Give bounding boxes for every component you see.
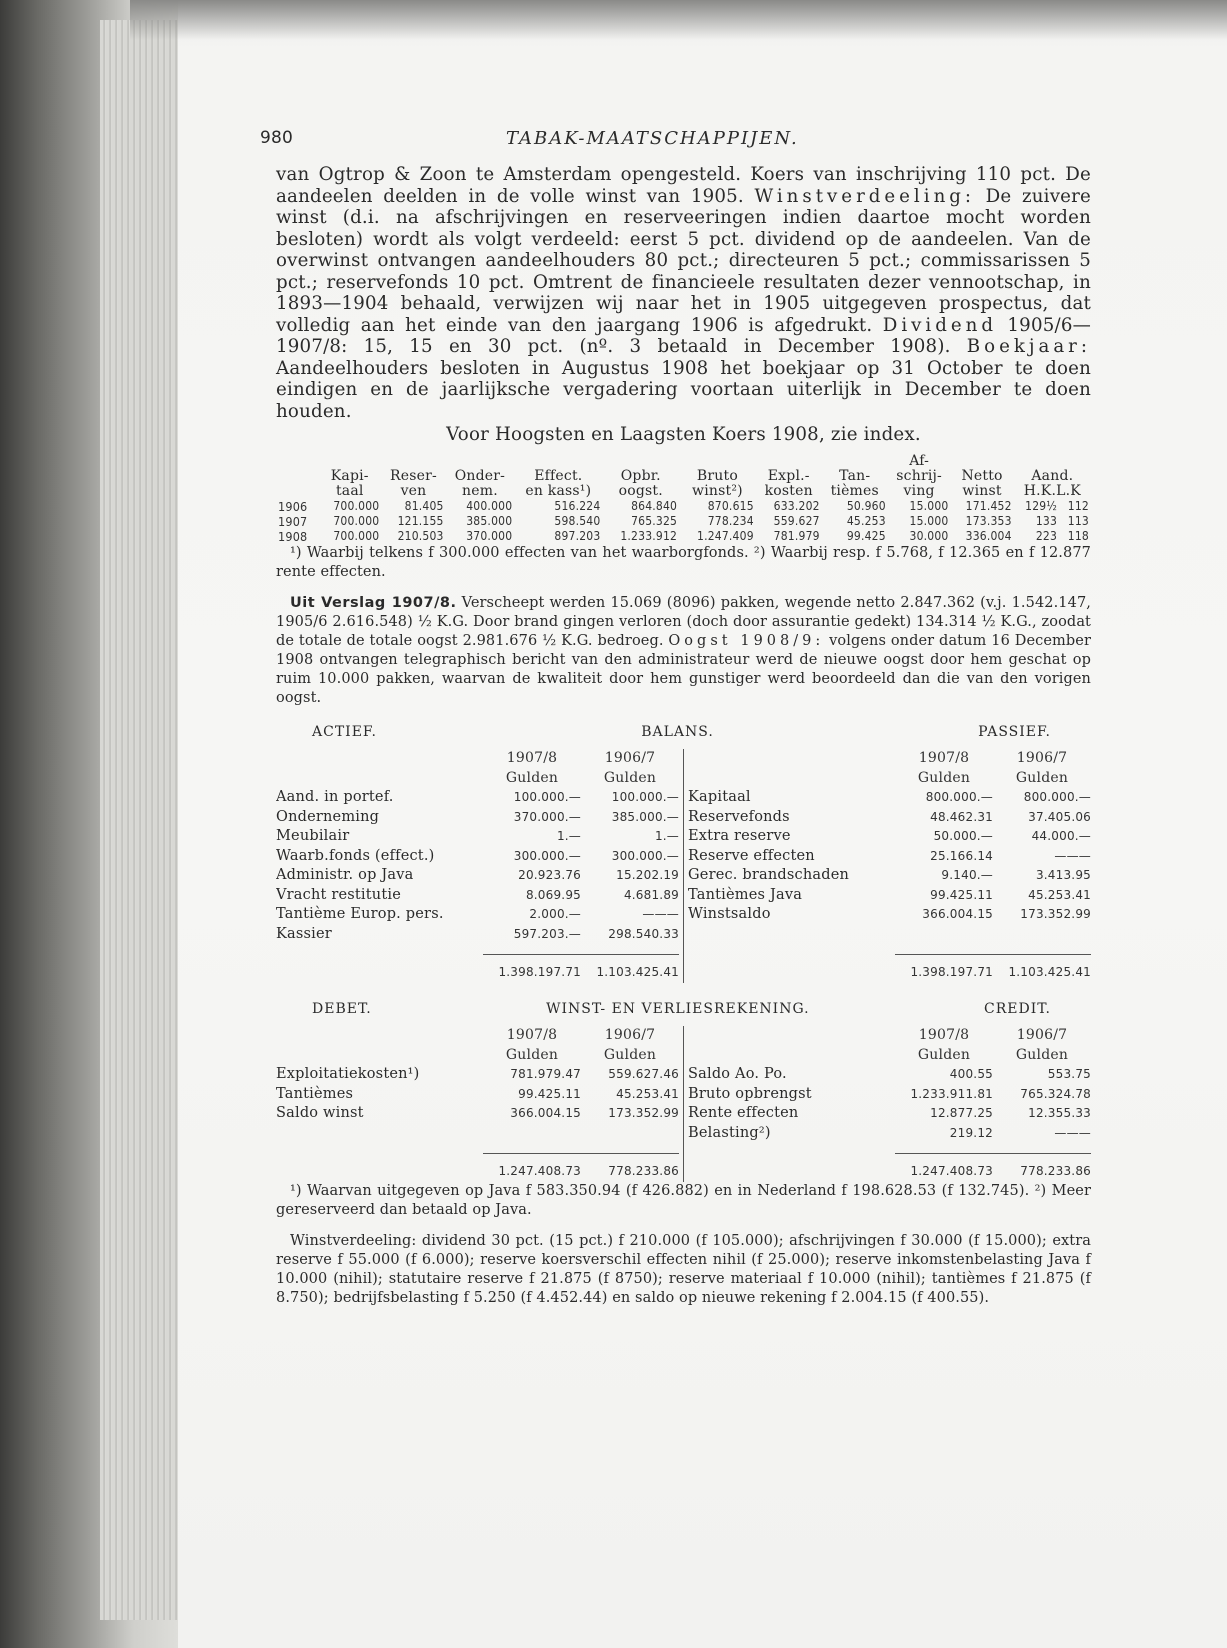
koers-note: Voor Hoogsten en Laagsten Koers 1908, zie index. bbox=[446, 424, 921, 445]
value: 300.000.— bbox=[611, 848, 679, 863]
value: 219.12 bbox=[949, 1125, 993, 1140]
cell: 15.000 bbox=[909, 513, 949, 528]
value: 99.425.11 bbox=[518, 1086, 581, 1101]
row-label: Administr. op Java bbox=[276, 867, 414, 883]
header-af: Af- bbox=[909, 452, 930, 469]
row-label: Kassier bbox=[276, 925, 332, 942]
value: 12.355.33 bbox=[1028, 1106, 1091, 1120]
ledger-row bbox=[688, 808, 1091, 828]
value: 400.55 bbox=[949, 1067, 993, 1081]
header-cell: Tan- bbox=[839, 467, 871, 484]
ledger-row bbox=[688, 788, 1091, 808]
row-label: Tantième Europ. pers. bbox=[276, 906, 444, 922]
row-label: Saldo Ao. Po. bbox=[688, 1066, 787, 1082]
col-unit: Gulden bbox=[505, 1046, 559, 1063]
header-cell: ven bbox=[400, 482, 427, 499]
col-year-row bbox=[276, 749, 679, 769]
col-unit: Gulden bbox=[1015, 1046, 1069, 1063]
header-cell: Kapi- bbox=[330, 467, 369, 484]
header-cell: schrij- bbox=[896, 467, 942, 484]
value: 800.000.— bbox=[1023, 790, 1091, 804]
total-rule bbox=[483, 1153, 679, 1154]
value: 100.000.— bbox=[513, 790, 581, 804]
value: 48.462.31 bbox=[930, 809, 993, 824]
page-number: 980 bbox=[260, 128, 294, 148]
credit-side bbox=[688, 1026, 1091, 1182]
cell: 897.203 bbox=[554, 528, 601, 543]
value: 366.004.15 bbox=[510, 1106, 581, 1120]
oogst-label: Oogst 1908/9: bbox=[668, 632, 825, 649]
value: 173.352.99 bbox=[608, 1106, 679, 1120]
winstverdeeling-paragraph: Winstverdeeling: dividend 30 pct. (15 pct.) f 210.000 (f 105.000); afschrijvingen f 30.000 (f 15.000); extra reserve f 55.000 (f 6.000); reserve koersverschil effecten nihil (f 25.000); reserve inkomstenbelasting Java f 10.000 (nihil); statutaire reserve f 21.875 (f 8750); reserve materiaal f 10.000 (nihil); tantièmes f 21.875 (f 8.750); bedrijfsbelasting f 5.250 (f 4.452.44) en saldo op nieuwe rekening f 2.004.15 (f 400.55). bbox=[276, 1232, 1091, 1306]
value: 3.413.95 bbox=[1035, 868, 1091, 882]
row-label: Vracht restitutie bbox=[276, 886, 401, 903]
dividend-text: 1905/6—1907/8: 15, 15 en 30 pct. (nº. 3 betaald in December 1908). bbox=[276, 314, 1091, 357]
cell: 700.000 bbox=[333, 513, 380, 528]
ledger-row bbox=[688, 1124, 1091, 1144]
table-row bbox=[276, 514, 1091, 529]
total-value: 1.103.425.41 bbox=[1008, 965, 1091, 979]
row-label: Onderneming bbox=[276, 808, 380, 825]
total-value: 1.398.197.71 bbox=[910, 965, 993, 979]
ledger-row bbox=[276, 886, 679, 906]
value: 559.627.46 bbox=[608, 1067, 679, 1081]
debet-side bbox=[276, 1026, 679, 1182]
row-label: Waarb.fonds (effect.) bbox=[276, 847, 435, 864]
cell: 15.000 bbox=[909, 498, 949, 513]
total-value: 778.233.86 bbox=[1020, 1164, 1091, 1178]
page-stack-edge bbox=[100, 20, 190, 1620]
value: 385.000.— bbox=[611, 809, 679, 824]
header-cell: oogst. bbox=[618, 482, 663, 499]
column-divider bbox=[683, 1026, 684, 1182]
value: 366.004.15 bbox=[922, 907, 993, 921]
passief-heading: PASSIEF. bbox=[978, 723, 1051, 740]
col-unit: Gulden bbox=[603, 1046, 657, 1063]
row-label: Kapitaal bbox=[688, 789, 751, 805]
col-year-row bbox=[276, 1026, 679, 1046]
value: 100.000.— bbox=[611, 790, 679, 804]
boekjaar-label: Boekjaar: bbox=[966, 336, 1091, 357]
col-year-row bbox=[688, 749, 1091, 769]
header-cell: Onder- bbox=[454, 467, 506, 484]
total-row bbox=[276, 963, 679, 983]
header-cell: tièmes bbox=[830, 482, 879, 499]
value: 298.540.33 bbox=[608, 926, 679, 941]
verslag-text: Verscheept werden 15.069 (8096) pakken, wegende netto 2.847.362 (v.j. 1.542.147, 1905/6 2.616.548) ½ K.G. Door brand gingen verloren (doch door assurantie gedekt) 134.314 ½ K.G., zoodat de totale de totale oogst 2.981.676 ½ K.G. bedroeg. bbox=[276, 594, 1091, 649]
value: 1.— bbox=[556, 829, 581, 843]
cell: 171.452 bbox=[965, 498, 1012, 513]
year-cell: 1907 bbox=[278, 513, 308, 529]
cell: 781.979 bbox=[773, 528, 820, 543]
value: ——— bbox=[642, 907, 679, 921]
cell: 336.004 bbox=[965, 528, 1012, 543]
cell: 113 bbox=[1067, 513, 1089, 528]
cell: 223 bbox=[1035, 528, 1058, 543]
winst-verlies-heads bbox=[276, 999, 1091, 1021]
verslag-lead: Uit Verslag 1907/8. bbox=[290, 594, 457, 611]
ledger-row bbox=[276, 866, 679, 886]
cell: 81.405 bbox=[404, 498, 444, 513]
cell: 99.425 bbox=[846, 528, 886, 543]
balans-heading: BALANS. bbox=[641, 723, 714, 740]
value: 4.681.89 bbox=[623, 887, 679, 902]
value: 370.000.— bbox=[513, 809, 581, 824]
cell: 870.615 bbox=[707, 498, 754, 513]
row-label: Gerec. brandschaden bbox=[688, 867, 850, 883]
ledger-row bbox=[688, 1085, 1091, 1105]
col-unit: Gulden bbox=[917, 1046, 971, 1063]
value: 45.253.41 bbox=[1028, 887, 1091, 902]
value: 1.— bbox=[654, 829, 679, 843]
header-cell: Aand. bbox=[1031, 467, 1074, 484]
header-cell: Netto bbox=[961, 467, 1003, 484]
col-year-row bbox=[688, 1026, 1091, 1046]
col-unit: Gulden bbox=[1015, 769, 1069, 786]
cell: 1.233.912 bbox=[620, 528, 678, 543]
cell: 45.253 bbox=[846, 513, 886, 528]
total-value: 1.247.408.73 bbox=[910, 1164, 993, 1178]
value: 2.000.— bbox=[529, 907, 581, 921]
value: 553.75 bbox=[1047, 1067, 1091, 1081]
row-label: Exploitatiekosten¹) bbox=[276, 1066, 420, 1082]
total-rule bbox=[895, 954, 1091, 955]
header-cell: en kass¹) bbox=[525, 482, 592, 499]
col-unit: Gulden bbox=[917, 769, 971, 786]
row-label: Meubilair bbox=[276, 828, 350, 844]
cell: 700.000 bbox=[333, 528, 380, 543]
value: ——— bbox=[1054, 1125, 1091, 1140]
value: 800.000.— bbox=[925, 790, 993, 804]
col-year: 1906/7 bbox=[604, 750, 656, 766]
cell: 129½ bbox=[1025, 498, 1058, 513]
table-row bbox=[276, 499, 1091, 514]
value: 44.000.— bbox=[1031, 829, 1091, 843]
col-year: 1906/7 bbox=[1016, 750, 1068, 766]
running-title: TABAK-MAATSCHAPPIJEN. bbox=[506, 128, 799, 149]
value: 300.000.— bbox=[513, 848, 581, 863]
header-cell: Reser- bbox=[390, 467, 437, 484]
winst-verlies-ledger bbox=[276, 1026, 1091, 1182]
cell: 559.627 bbox=[773, 513, 820, 528]
total-row bbox=[688, 963, 1091, 983]
cell: 598.540 bbox=[554, 513, 601, 528]
ledger-row bbox=[276, 1085, 679, 1105]
cell: 1.247.409 bbox=[697, 528, 754, 543]
row-label: Tantièmes Java bbox=[688, 886, 803, 903]
cell: 864.840 bbox=[631, 498, 678, 513]
header-cell: taal bbox=[335, 482, 364, 499]
winst-verlies-footnote: ¹) Waarvan uitgegeven op Java f 583.350.94 (f 426.882) en in Nederland f 198.628.53 (f 132.745). ²) Meer gereserveerd dan betaald op Java. bbox=[276, 1182, 1091, 1218]
page-content bbox=[260, 128, 1092, 1308]
cell: 112 bbox=[1067, 498, 1089, 513]
winst-verlies-heading: WINST- EN VERLIESREKENING. bbox=[546, 1000, 810, 1017]
row-label: Reserve effecten bbox=[688, 847, 815, 864]
cell: 50.960 bbox=[846, 498, 886, 513]
year-cell: 1908 bbox=[278, 528, 308, 544]
col-year: 1906/7 bbox=[1016, 1027, 1068, 1043]
ledger-row bbox=[276, 905, 679, 925]
total-value: 1.247.408.73 bbox=[498, 1164, 581, 1178]
actief-side bbox=[276, 749, 679, 983]
stats-header-bot bbox=[276, 484, 1091, 499]
header-cell: winst bbox=[962, 482, 1002, 499]
col-unit-row bbox=[688, 1046, 1091, 1066]
stats-header-top bbox=[276, 454, 1091, 469]
cell: 370.000 bbox=[466, 528, 513, 543]
ledger-row bbox=[276, 827, 679, 847]
balans-ledger bbox=[276, 749, 1091, 983]
intro-paragraph bbox=[276, 164, 1091, 422]
cell: 30.000 bbox=[909, 528, 949, 543]
stats-header-mid bbox=[276, 469, 1091, 484]
cell: 118 bbox=[1067, 528, 1089, 543]
column-divider bbox=[683, 749, 684, 983]
row-label: Reservefonds bbox=[688, 808, 790, 825]
ledger-row bbox=[276, 925, 679, 945]
ledger-row bbox=[688, 886, 1091, 906]
total-value: 1.398.197.71 bbox=[498, 965, 581, 979]
header-cell: winst²) bbox=[692, 482, 743, 499]
total-row bbox=[276, 1162, 679, 1182]
col-unit-row bbox=[688, 769, 1091, 789]
value: 781.979.47 bbox=[510, 1067, 581, 1081]
cell: 210.503 bbox=[397, 528, 444, 543]
ledger-row bbox=[688, 847, 1091, 867]
total-value: 778.233.86 bbox=[608, 1164, 679, 1178]
cell: 385.000 bbox=[466, 513, 513, 528]
header-cell: nem. bbox=[462, 482, 498, 499]
value: 15.202.19 bbox=[616, 868, 679, 882]
col-unit-row bbox=[276, 1046, 679, 1066]
value: 597.203.— bbox=[513, 926, 581, 941]
row-label: Aand. in portef. bbox=[276, 789, 394, 805]
col-unit: Gulden bbox=[505, 769, 559, 786]
boekjaar-text: Aandeelhouders besloten in Augustus 1908 het boekjaar op 31 October te doen eindigen en de jaarlijksche vergadering voortaan uiterlijk in December te doen houden. bbox=[276, 357, 1091, 422]
dividend-label: Dividend bbox=[882, 314, 998, 336]
debet-heading: DEBET. bbox=[312, 1000, 372, 1017]
value: 8.069.95 bbox=[525, 887, 581, 902]
row-label: Bruto opbrengst bbox=[688, 1085, 812, 1102]
col-year: 1906/7 bbox=[604, 1027, 656, 1043]
row-label: Tantièmes bbox=[276, 1085, 354, 1102]
header-cell: Expl.- bbox=[767, 467, 810, 484]
ledger-row bbox=[276, 1065, 679, 1085]
value: 99.425.11 bbox=[930, 887, 993, 902]
ledger-row bbox=[688, 1065, 1091, 1085]
cell: 778.234 bbox=[707, 513, 754, 528]
total-rule bbox=[895, 1153, 1091, 1154]
ledger-row bbox=[688, 827, 1091, 847]
cell: 633.202 bbox=[773, 498, 820, 513]
value: 12.877.25 bbox=[930, 1106, 993, 1120]
spacer-row bbox=[276, 1124, 679, 1144]
header-cell: Opbr. bbox=[620, 467, 661, 484]
value: 765.324.78 bbox=[1020, 1086, 1091, 1101]
top-shadow bbox=[130, 0, 1227, 40]
verslag-paragraph bbox=[276, 594, 1091, 708]
cell: 516.224 bbox=[554, 498, 601, 513]
value: 173.352.99 bbox=[1020, 907, 1091, 921]
cell: 173.353 bbox=[965, 513, 1012, 528]
total-value: 1.103.425.41 bbox=[596, 965, 679, 979]
cell: 133 bbox=[1035, 513, 1058, 528]
ledger-row bbox=[688, 866, 1091, 886]
value: 50.000.— bbox=[933, 829, 993, 843]
col-year: 1907/8 bbox=[506, 750, 558, 766]
ledger-row bbox=[688, 905, 1091, 925]
spacer-row bbox=[688, 925, 1091, 945]
value: 25.166.14 bbox=[930, 848, 993, 863]
cell: 765.325 bbox=[631, 513, 678, 528]
ledger-row bbox=[276, 788, 679, 808]
value: 9.140.— bbox=[941, 868, 993, 882]
winstverdeeling-text: De zuivere winst (d.i. na afschrijvingen en reserveeringen indien daartoe mocht worden besloten) wordt als volgt verdeeld: eerst 5 pct. dividend op de aandeelen. Van de overwinst ontvangen aandeelhouders 80 pct.; directeuren 5 pct.; commissarissen 5 pct.; reservefonds 10 pct. Omtrent de financieele resultaten dezer vennootschap, in 1893—1904 behaald, verwijzen wij naar het in 1905 uitgegeven prospectus, dat volledig aan het einde van den jaargang 1906 is afgedrukt. bbox=[276, 185, 1091, 336]
ledger-row bbox=[276, 847, 679, 867]
header-cell: ving bbox=[903, 482, 935, 499]
col-unit-row bbox=[276, 769, 679, 789]
total-rule bbox=[483, 954, 679, 955]
row-label: Belasting²) bbox=[688, 1124, 771, 1141]
row-label: Saldo winst bbox=[276, 1105, 364, 1121]
value: ——— bbox=[1054, 848, 1091, 863]
verslag-text-2: volgens onder datum 16 December 1908 ontvangen telegraphisch bericht van den administrateur werd de nieuwe oogst door hem geschat op ruim 10.000 pakken, waarvan de kwaliteit door hem gunstiger werd beoordeeld dan die van den vorigen oogst. bbox=[276, 632, 1092, 706]
col-year: 1907/8 bbox=[506, 1027, 558, 1043]
value: 45.253.41 bbox=[616, 1086, 679, 1101]
col-year: 1907/8 bbox=[918, 1027, 970, 1043]
actief-heading: ACTIEF. bbox=[312, 723, 377, 740]
year-cell: 1906 bbox=[278, 498, 308, 514]
col-year: 1907/8 bbox=[918, 750, 970, 766]
balans-heads bbox=[276, 722, 1091, 744]
header-cell: kosten bbox=[764, 482, 813, 499]
header-cell: Effect. bbox=[534, 467, 583, 484]
passief-side bbox=[688, 749, 1091, 983]
row-label: Extra reserve bbox=[688, 828, 791, 844]
cell: 700.000 bbox=[333, 498, 380, 513]
stats-footnote: ¹) Waarbij telkens f 300.000 effecten van het waarborgfonds. ²) Waarbij resp. f 5.768, f 12.365 en f 12.877 rente effecten. bbox=[276, 544, 1091, 580]
header-cell: H.K.L.K bbox=[1023, 482, 1081, 499]
cell: 400.000 bbox=[466, 498, 513, 513]
value: 37.405.06 bbox=[1028, 809, 1091, 824]
value: 20.923.76 bbox=[518, 868, 581, 882]
header-cell: Bruto bbox=[696, 467, 738, 484]
row-label: Winstsaldo bbox=[688, 906, 771, 922]
value: 1.233.911.81 bbox=[910, 1086, 993, 1101]
row-label: Rente effecten bbox=[688, 1105, 799, 1121]
table-row bbox=[276, 529, 1091, 544]
stats-table bbox=[276, 454, 1091, 544]
winstverdeeling-label: Winstverdeeling: bbox=[754, 185, 976, 207]
ledger-row bbox=[276, 808, 679, 828]
total-row bbox=[688, 1162, 1091, 1182]
running-head bbox=[260, 128, 1091, 164]
ledger-row bbox=[276, 1104, 679, 1124]
cell: 121.155 bbox=[397, 513, 444, 528]
credit-heading: CREDIT. bbox=[984, 1000, 1051, 1017]
col-unit: Gulden bbox=[603, 769, 657, 786]
ledger-row bbox=[688, 1104, 1091, 1124]
intro-text: van Ogtrop & Zoon te Amsterdam opengesteld. Koers van inschrijving 110 pct. De aandeelen deelden in de volle winst van 1905. bbox=[276, 164, 1091, 207]
